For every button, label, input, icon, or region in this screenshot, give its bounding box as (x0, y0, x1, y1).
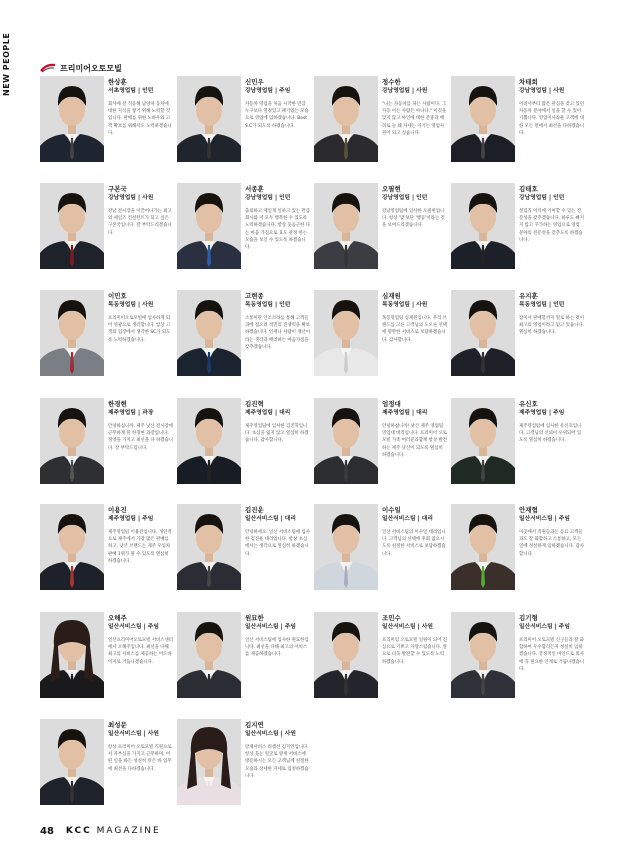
magazine-name: MAGAZINE (96, 826, 161, 836)
portrait-photo (40, 290, 104, 376)
staff-department: 강남영업팀 | 인턴 (245, 195, 291, 201)
staff-name: 오필현 (382, 185, 401, 193)
staff-introduction: 강남영업팀에 입사한 오필현입니다. 항상 '맞'보단 '행동'이라는 것을 보여드리겠습니다. (382, 209, 445, 229)
staff-department: 제주영업팀 | 대리 (245, 410, 291, 416)
staff-info (245, 721, 311, 780)
staff-card (314, 290, 448, 394)
staff-info (519, 400, 585, 445)
staff-info (519, 185, 585, 244)
staff-info (108, 721, 174, 773)
staff-department: 목동영업팀 | 사원 (382, 302, 428, 308)
portrait-image (177, 183, 241, 269)
staff-name: 안재협 (519, 506, 538, 514)
portrait-photo (40, 612, 104, 698)
page-footer (40, 824, 161, 838)
staff-card (40, 76, 174, 180)
staff-introduction: 설립직 이익에 기여할 수 있는 진문성을 갖추겠습니다. 하루도 빠지지 않고 꾸가하는 영업으로 영업 분야의 전문성을 갖추도록 하겠습니다. (519, 209, 584, 243)
portrait-image (40, 504, 104, 590)
staff-department: 목동영업팀 | 인턴 (245, 302, 291, 308)
staff-info (108, 506, 174, 565)
portrait-image (177, 504, 241, 590)
staff-introduction: 일산 서비스팀에 입사한 원묘한입니다. 최선을 다해 최고의 서비스를 제공하겠습니다. (245, 638, 309, 658)
portrait-photo (314, 290, 378, 376)
portrait-image (451, 183, 515, 269)
portrait-photo (314, 612, 378, 698)
staff-introduction: 프리미엄 오토모빌 일원이 되어 진심으로 기쁘고 자랑스럽습니다. 앞으로 더욱 발전할 수 있도록 노력하겠습니다. (382, 638, 447, 665)
staff-info (245, 614, 311, 659)
staff-card (40, 719, 174, 823)
staff-info (108, 185, 174, 237)
staff-info (519, 506, 585, 558)
staff-card (177, 612, 311, 716)
staff-info (382, 78, 448, 137)
staff-info (382, 614, 448, 666)
staff-card (451, 612, 585, 716)
staff-name: 심재원 (382, 292, 401, 300)
portrait-image (40, 719, 104, 805)
portrait-photo (40, 183, 104, 269)
staff-department: 일산서비스팀 | 주임 (245, 624, 296, 630)
staff-introduction: 자동차 영업을 처음 시작한 만큼 누구보다 열정있고 패기있는 모습으로 영업에 임하겠습니다. Best S.C가 되도록 하겠습니다. (245, 102, 309, 129)
staff-card (177, 290, 311, 394)
portrait-image (177, 290, 241, 376)
staff-info (108, 400, 174, 452)
staff-card (451, 398, 585, 502)
portrait-photo (451, 76, 515, 162)
staff-introduction: 프리미어 오토모빌 신구들과 잘 화합하여 우수함리든지 성실히 임하겠습니다. 궁정적인 마인드로 회사에 꼭 필요한 인재로 거듭나겠습니다. (519, 638, 584, 672)
portrait-image (314, 612, 378, 698)
staff-card (451, 76, 585, 180)
section-header (40, 61, 122, 75)
staff-department: 일산서비스팀 | 주임 (519, 624, 570, 630)
staff-department: 목동영업팀 | 인턴 (519, 302, 565, 308)
staff-card (451, 290, 585, 394)
staff-introduction: 앙재서비스 리셉션 김지연입니다.항상 웃는 얼굴로 양재 서비스에 방문하시는 모든 고객님께 친절한 모습과 상세한 자세로 임성하겠습니다. (245, 745, 309, 779)
portrait-image (40, 290, 104, 376)
staff-info (519, 614, 585, 673)
portrait-photo (451, 183, 515, 269)
staff-introduction: 안녕하세요. 일산 서비스팀에 입사한 김진운 대리입니다. 항상 초심에서는 생각으로 열심히 하겠습니다. (245, 530, 310, 557)
staff-info (245, 185, 311, 251)
staff-name: 원묘한 (245, 614, 264, 622)
portrait-image (177, 719, 241, 805)
portrait-image (40, 612, 104, 698)
portrait-image (451, 398, 515, 484)
portrait-photo (314, 504, 378, 590)
staff-card (314, 504, 448, 608)
staff-department: 강남영업팀 | 인턴 (382, 195, 428, 201)
staff-department: 강남영업팀 | 주임 (245, 88, 291, 94)
staff-department: 일산서비스팀 | 주임 (519, 516, 570, 522)
staff-name: 한경현 (108, 400, 127, 408)
staff-introduction: 안녕하십니까! 낫산 제주 영업팀 영업대 대리입니다. 프리미어 오토모빌 가족 여러분과함께 항상 발전하는 제주 낫산이 되도록 열심히 하겠습니다. (382, 424, 447, 458)
portrait-photo (177, 76, 241, 162)
portrait-image (451, 612, 515, 698)
staff-department: 일산서비스팀 | 사원 (245, 731, 296, 737)
portrait-image (40, 183, 104, 269)
staff-name: 조민수 (382, 614, 401, 622)
staff-introduction: 강남 전시장을 이끌어나가는 최고의 세일즈 컨설턴트가 되고 싶은 구본국입니다. 잘 부탁드리겠습니다. (108, 209, 172, 236)
portrait-photo (40, 76, 104, 162)
staff-name: 한상훈 (108, 78, 127, 86)
staff-card (40, 398, 174, 502)
staff-name: 김지연 (245, 721, 264, 729)
staff-name: 김태호 (519, 185, 538, 193)
staff-name: 신민우 (245, 78, 264, 86)
staff-name: 김기형 (519, 614, 538, 622)
staff-introduction: 일산프리미어오토모빌 서비스센터에서 오해주입니다. 최선을 다해 최고의 서비스를 제공하는 어드바이저로 거듭나겠습니다. (108, 638, 174, 665)
portrait-photo (177, 612, 241, 698)
staff-department: 일산서비스팀 | 대리 (382, 516, 433, 522)
staff-department: 일산서비스팀 | 사원 (108, 731, 159, 737)
staff-info (108, 292, 174, 344)
staff-name: 이민호 (108, 292, 127, 300)
staff-name: 차태희 (519, 78, 538, 86)
staff-introduction: 제주영업팀 이용진입니다. 개인적으로 제주에서 가장 많은 판매를 하고, 낫산 브랜드는 제주 우입차 판매 1위가 될 수 있도록 열심히 하겠습니다. (108, 530, 172, 564)
portrait-photo (40, 504, 104, 590)
staff-introduction: 회사에 잘 적응해 남양차 동차에 대한 지식을 쌓기 위해 노력할 것입니다. 판매를 위한 노하우와 고객 확보를 위해서도 노력하겠습니다. (108, 102, 172, 136)
portrait-image (177, 398, 241, 484)
staff-name: 최성문 (108, 721, 127, 729)
staff-department: 강남영업팀 | 사원 (382, 88, 428, 94)
staff-card (314, 398, 448, 502)
staff-introduction: "나는 자동차를 파는 사람이다. 그 자동 어는 사람은 아니다." 이것을 잊지 않고 마인에 대한 존중과 배려로 늘 왜 자세는 자기는 영업사원이 되고 싶습니다. (382, 102, 447, 136)
staff-introduction: 제주영업팀에 입사한 유신호입니다. 고객님의 신뢰이 우위되어 있도록 열심히 하겠습니다. (519, 424, 582, 444)
portrait-photo (314, 183, 378, 269)
staff-card (40, 504, 174, 608)
staff-card (177, 504, 311, 608)
portrait-image (177, 612, 241, 698)
staff-info (382, 400, 448, 459)
staff-introduction: 목동영업팀 심재원입니다. 우리 브랜드를 고른 고객님의 도오른 선택에 명완한 서비스로 보답하겠습니다. 감사합니다. (382, 316, 447, 343)
staff-card (314, 76, 448, 180)
staff-department: 제주영업팀 | 주임 (519, 410, 565, 416)
staff-name: 서종훈 (245, 185, 264, 193)
staff-info (245, 78, 311, 130)
staff-department: 강남영업팀 | 인턴 (519, 195, 565, 201)
staff-info (108, 78, 174, 137)
portrait-photo (177, 290, 241, 376)
staff-introduction: 안녕하십니까. 제주 낫산 전시장에 근무하게 된 한경현 과장입니다. 정영을 가지고 최선을 다 하겠습니다. 잘 부탁드립니다. (108, 424, 173, 451)
staff-name: 고현종 (245, 292, 264, 300)
portrait-image (314, 398, 378, 484)
brand-logo-icon (40, 63, 56, 73)
staff-info (519, 78, 585, 137)
staff-info (245, 506, 311, 558)
portrait-image (314, 504, 378, 590)
staff-card (40, 183, 174, 287)
staff-name: 유신호 (519, 400, 538, 408)
magazine-prefix: KCC (65, 826, 92, 836)
staff-name: 김진운 (245, 506, 264, 514)
staff-card (177, 719, 311, 823)
staff-introduction: 일산 서비스팀의 이수일 대리입니다. 고객님의 선택에 후회 없으시도록 친절한 서비스로 보답하겠습니다. (382, 530, 446, 557)
staff-info (245, 400, 311, 445)
staff-card (177, 76, 311, 180)
portrait-image (40, 76, 104, 162)
staff-card (177, 398, 311, 502)
staff-card (40, 290, 174, 394)
portrait-photo (40, 719, 104, 805)
staff-introduction: 프리미어오토모빌에 입사하게 되어 영광으로 생각합니다. 항상 고객의 입장에서 생각한 SC가 되도록 노력하겠습니다. (108, 316, 171, 343)
portrait-photo (40, 398, 104, 484)
side-label: NEW PEOPLE (2, 32, 11, 96)
staff-department: 일산서비스팀 | 대리 (245, 516, 296, 522)
staff-name: 이수일 (382, 506, 401, 514)
portrait-image (451, 290, 515, 376)
portrait-photo (451, 398, 515, 484)
portrait-image (40, 398, 104, 484)
staff-name: 구본국 (108, 185, 127, 193)
staff-department: 제주영업팀 | 대리 (382, 410, 428, 416)
portrait-photo (451, 504, 515, 590)
staff-department: 목동영업팀 | 사원 (108, 302, 154, 308)
portrait-photo (451, 290, 515, 376)
portrait-image (451, 504, 515, 590)
staff-introduction: 항상 프리미어 오토모빌 직원으로서 자부심을 가지고 근무하며, 어떤 일을 하든 성실히 맡은 바 업무에 최선을 다하겠습니다. (108, 745, 172, 772)
staff-department: 강남영업팀 | 사원 (108, 195, 154, 201)
staff-card (40, 612, 174, 716)
portrait-photo (177, 504, 241, 590)
staff-introduction: 소통이란 언조코라를 통해 고객들과에 접요려 적민의 진쟁력을 확보하겠습니다. 인재나 사람이 재산이라는 생각과 배려하는 마음가짐을 갖추겠습니다. (245, 316, 310, 350)
staff-name: 이용진 (108, 506, 127, 514)
portrait-photo (177, 398, 241, 484)
staff-card (451, 183, 585, 287)
staff-department: 서초영업팀 | 인턴 (108, 88, 154, 94)
staff-info (382, 185, 448, 230)
staff-card (314, 612, 448, 716)
staff-introduction: 잠이서 판매할까지 열로 하는 것이 최고의 영업이라고 믿고 있습니다. 열심히 하겠습니다. (519, 316, 584, 336)
staff-introduction: 어려서부터 많은 관심을 갖고 있던 자동차 분야에서 일을 할 수 있어 기쁩니다. 영업이사라운 고객에 대한 모든 면에서 최선을 다하겠습니다. (519, 102, 584, 136)
portrait-photo (177, 183, 241, 269)
portrait-photo (177, 719, 241, 805)
portrait-image (177, 76, 241, 162)
staff-name: 김진혁 (245, 400, 264, 408)
magazine-title (66, 826, 161, 836)
staff-introduction: 출퇴하고 제일게 일하고 있는 만큼 회사와 저 모두 행복한 수 있도록 노력하겠습니다. 항상 웃음근한 다는 마음 가짐으로 효도 관정 한는 모습을 보일 수 있도록 하겠습니다. (245, 209, 310, 251)
portrait-photo (314, 398, 378, 484)
portrait-image (314, 76, 378, 162)
staff-name: 정수한 (382, 78, 401, 86)
section-title: 프리미어오토모빌 (60, 63, 122, 73)
staff-info (382, 292, 448, 344)
staff-card (177, 183, 311, 287)
staff-card (451, 504, 585, 608)
staff-info (382, 506, 448, 558)
portrait-photo (314, 76, 378, 162)
portrait-image (451, 76, 515, 162)
staff-department: 일산서비스팀 | 주임 (108, 624, 159, 630)
staff-info (519, 292, 585, 337)
staff-department: 제주영업팀 | 과장 (108, 410, 154, 416)
staff-introduction: 제주영업팀에 입사한 김진혁입니다. 초심을 잃지 않고 열심히 하겠습니다. 감사합니다. (245, 424, 309, 444)
staff-card (314, 183, 448, 287)
portrait-photo (451, 612, 515, 698)
staff-info (108, 614, 174, 666)
page-number: 48 (40, 825, 54, 837)
staff-department: 강남영업팀 | 사원 (519, 88, 565, 94)
staff-name: 엄정대 (382, 400, 401, 408)
staff-introduction: 이곳에서 직원들과는 동료 고객들과도 잘 화합하고 소통하고, 모든 일에 성실하게 임하겠습니다. 감사합니다. (519, 530, 584, 557)
portrait-image (314, 183, 378, 269)
staff-name: 오해주 (108, 614, 127, 622)
staff-info (245, 292, 311, 351)
portrait-image (314, 290, 378, 376)
staff-department: 일산서비스팀 | 사원 (382, 624, 433, 630)
staff-name: 유지훈 (519, 292, 538, 300)
staff-department: 제주영업팀 | 주임 (108, 516, 154, 522)
